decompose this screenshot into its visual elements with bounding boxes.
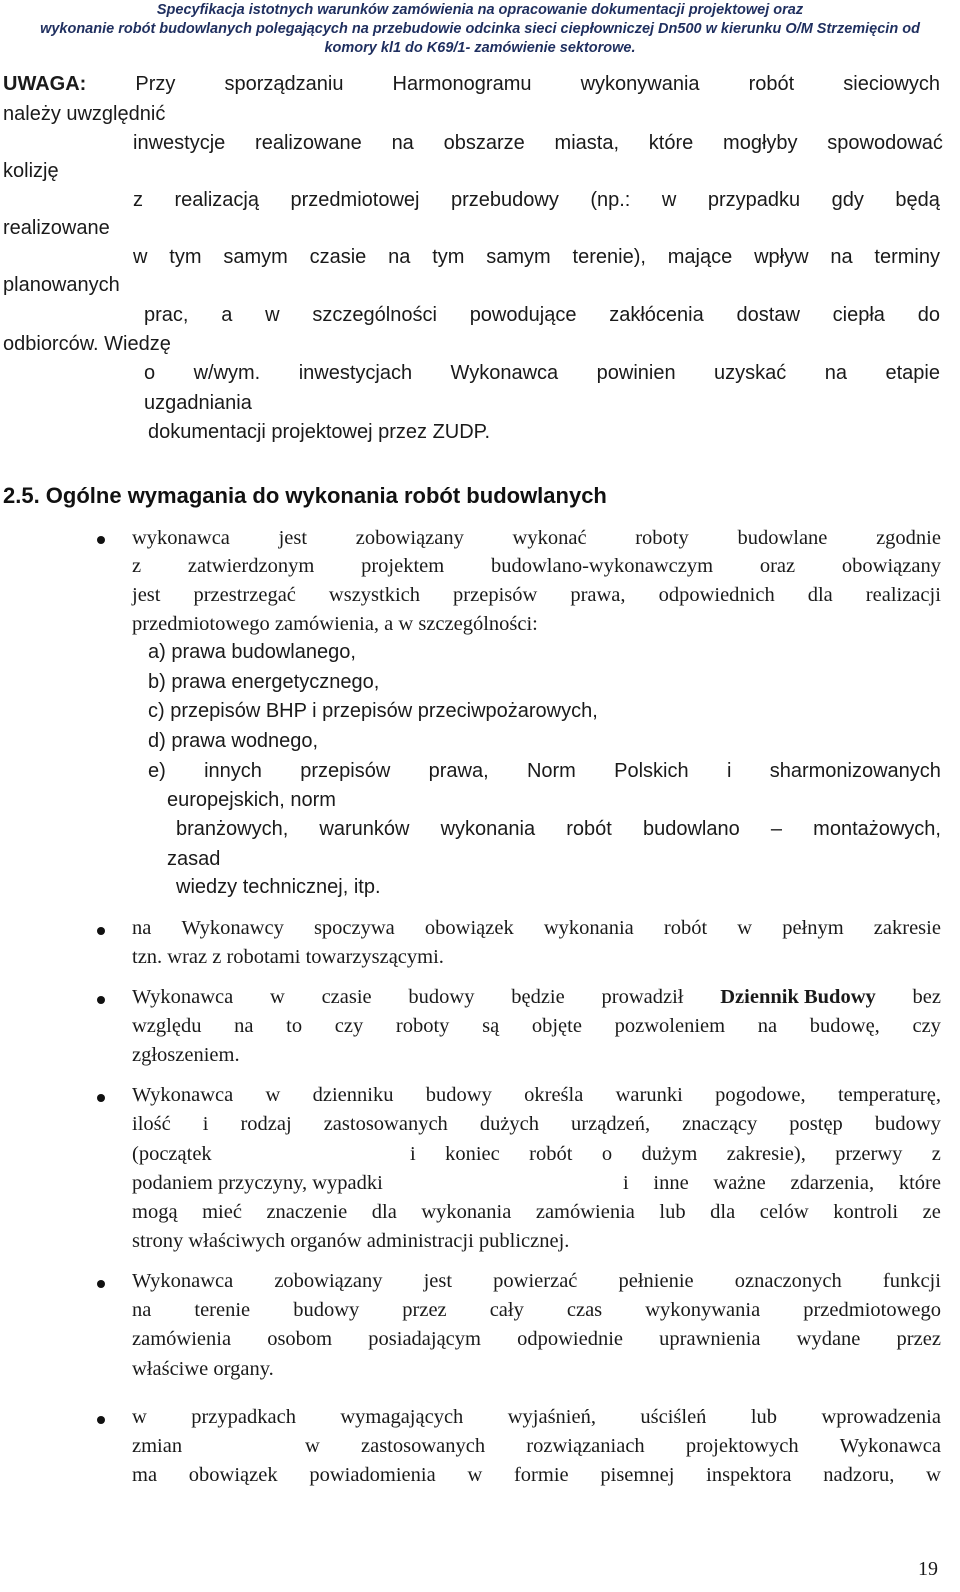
sub-item: d) prawa wodnego, <box>148 730 319 752</box>
bullet-icon <box>97 1280 105 1288</box>
sub-item: a) prawa budowlanego, <box>148 641 356 663</box>
paragraph-line: przedmiotowego zamówienia, a w szczególności: <box>132 613 538 635</box>
paragraph-line: ilość i rodzaj zastosowanych dużych urządzeń, znaczący postęp budowy <box>132 1113 941 1135</box>
bullet-icon <box>97 1094 105 1102</box>
note-line: odbiorców. Wiedzę <box>3 333 171 355</box>
paragraph-line: z zatwierdzonym projektem budowlano-wykonawczym oraz obowiązany <box>132 555 941 577</box>
paragraph-line: Wykonawca w czasie budowy będzie prowadził Dziennik Budowy bez <box>132 986 941 1008</box>
sub-item: b) prawa energetycznego, <box>148 671 380 693</box>
paragraph-line: względu na to czy roboty są objęte pozwoleniem na budowę, czy <box>132 1015 941 1037</box>
paragraph-line: jest przestrzegać wszystkich przepisów prawa, odpowiednich dla realizacji <box>132 584 941 606</box>
note-line: należy uwzględnić <box>3 103 166 125</box>
bullet-icon <box>97 996 105 1004</box>
bullet-icon <box>97 1416 105 1424</box>
paragraph-line: Wykonawca w dzienniku budowy określa warunki pogodowe, temperaturę, <box>132 1084 941 1106</box>
paragraph-line: i inne ważne zdarzenia, które <box>623 1172 941 1194</box>
paragraph-line: w przypadkach wymagających wyjaśnień, uściśleń lub wprowadzenia <box>132 1406 941 1428</box>
sub-item-line: branżowych, warunków wykonania robót budowlano – montażowych, <box>176 818 941 840</box>
note-line: UWAGA: Przy sporządzaniu Harmonogramu wykonywania robót sieciowych <box>3 73 940 95</box>
paragraph-line: Wykonawca zobowiązany jest powierzać pełnienie oznaczonych funkcji <box>132 1270 941 1292</box>
paragraph-line: i koniec robót o dużym zakresie), przerwy z <box>410 1143 941 1165</box>
bullet-icon <box>97 536 105 544</box>
diary-name: Dziennik Budowy <box>720 986 876 1008</box>
paragraph-line: na Wykonawcy spoczywa obowiązek wykonania robót w pełnym zakresie <box>132 917 941 939</box>
note-line: z realizacją przedmiotowej przebudowy (np.: w przypadku gdy będą <box>133 189 940 211</box>
sub-item-line: wiedzy technicznej, itp. <box>176 876 381 898</box>
paragraph-line: zamówienia osobom posiadającym odpowiednie uprawnienia wydane przez <box>132 1328 941 1350</box>
sub-item: e) innych przepisów prawa, Norm Polskich i sharmonizowanych <box>148 760 941 782</box>
paragraph-line: (początek <box>132 1143 212 1165</box>
paragraph-line: mogą mieć znaczenie dla wykonania zamówienia lub dla celów kontroli ze <box>132 1201 941 1223</box>
paragraph-line: ma obowiązek powiadomienia w formie pisemnej inspektora nadzoru, w <box>132 1464 941 1486</box>
paragraph-line: zmian <box>132 1435 183 1457</box>
note-line: w tym samym czasie na tym samym terenie), mające wpływ na terminy <box>133 246 940 268</box>
header-line-3: komory kl1 do K69/1- zamówienie sektorowe. <box>324 40 636 56</box>
section-heading: 2.5. Ogólne wymagania do wykonania robót budowlanych <box>3 483 607 508</box>
bullet-icon <box>97 927 105 935</box>
note-label: UWAGA: <box>3 73 87 95</box>
sub-item: c) przepisów BHP i przepisów przeciwpożarowych, <box>148 700 598 722</box>
paragraph-line: na terenie budowy przez cały czas wykonywania przedmiotowego <box>132 1299 941 1321</box>
paragraph-line: wykonawca jest zobowiązany wykonać roboty budowlane zgodnie <box>132 527 941 549</box>
paragraph-line: strony właściwych organów administracji publicznej. <box>132 1230 570 1252</box>
sub-item-line: zasad <box>167 848 221 870</box>
paragraph-line: w zastosowanych rozwiązaniach projektowych Wykonawca <box>305 1435 941 1457</box>
document-header <box>0 1 960 58</box>
note-line: realizowane <box>3 217 110 239</box>
paragraph-line: zgłoszeniem. <box>132 1044 240 1066</box>
paragraph-line: właściwe organy. <box>132 1358 274 1380</box>
paragraph-line: tzn. wraz z robotami towarzyszącymi. <box>132 946 444 968</box>
header-line-1: Specyfikacja istotnych warunków zamówienia na opracowanie dokumentacji projektowej oraz <box>156 2 804 18</box>
note-line: planowanych <box>3 274 120 296</box>
header-line-2: wykonanie robót budowlanych polegających na przebudowie odcinka sieci ciepłowniczej Dn500 w kierunku O/M Strzemięcin od <box>40 21 920 37</box>
note-line: o w/wym. inwestycjach Wykonawca powinien uzyskać na etapie <box>144 362 940 384</box>
note-line: kolizję <box>3 160 59 182</box>
note-line: prac, a w szczególności powodujące zakłócenia dostaw ciepła do <box>144 304 940 326</box>
page-number: 19 <box>918 1558 938 1580</box>
sub-item-line: europejskich, norm <box>167 789 336 811</box>
note-line: inwestycje realizowane na obszarze miasta, które mogłyby spowodować <box>133 132 943 154</box>
note-line: uzgadniania <box>144 392 252 414</box>
note-line: dokumentacji projektowej przez ZUDP. <box>148 421 491 443</box>
paragraph-line: podaniem przyczyny, wypadki <box>132 1172 383 1194</box>
